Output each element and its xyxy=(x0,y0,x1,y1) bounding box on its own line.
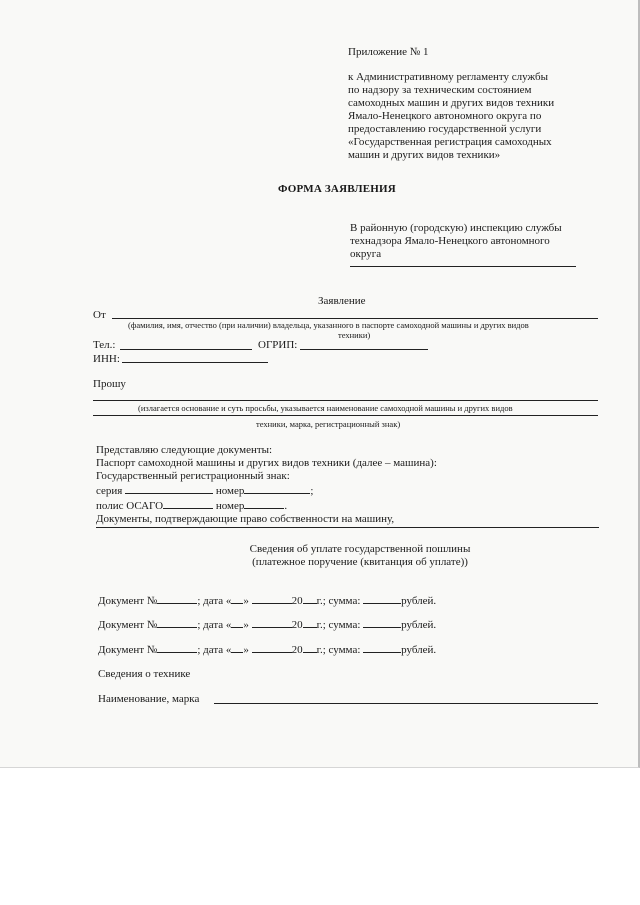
request-field[interactable] xyxy=(93,400,598,401)
year-prefix: 20 xyxy=(291,619,303,631)
number-field[interactable] xyxy=(244,483,310,494)
date-close: » xyxy=(243,595,249,607)
from-field[interactable] xyxy=(112,318,598,319)
osago-label: полис ОСАГО xyxy=(96,500,164,512)
osago-row-period: . xyxy=(284,500,288,512)
doc-number-label: Документ № xyxy=(98,644,158,656)
date-close: » xyxy=(243,619,249,631)
request-field-line-2[interactable] xyxy=(93,415,598,416)
addressee-line: округа xyxy=(350,248,382,260)
statement-heading: Заявление xyxy=(318,295,366,307)
number-label: номер xyxy=(215,485,245,497)
appendix-header xyxy=(348,46,554,162)
osago-row xyxy=(96,498,437,513)
osago-number-label: номер xyxy=(215,500,245,512)
series-field[interactable] xyxy=(125,483,213,494)
day-field[interactable] xyxy=(231,593,243,604)
machinery-heading: Сведения о технике xyxy=(98,668,191,680)
currency-label: рублей. xyxy=(401,644,437,656)
year-suffix: г.; сумма: xyxy=(316,595,361,607)
year-prefix: 20 xyxy=(291,644,303,656)
ogrip-field[interactable] xyxy=(300,349,428,350)
day-field[interactable] xyxy=(231,617,243,628)
documents-ownership: Документы, подтверждающие право собственности на машину, xyxy=(96,513,395,525)
date-close: » xyxy=(243,644,249,656)
series-label: серия xyxy=(96,485,123,497)
appendix-line: Ямало-Ненецкого автономного округа по xyxy=(348,110,542,122)
appendix-number: Приложение № 1 xyxy=(348,46,429,58)
inn-field[interactable] xyxy=(122,362,268,363)
date-label: ; дата « xyxy=(197,595,232,607)
fee-heading-line: Сведения об уплате государственной пошлины xyxy=(249,543,471,555)
addressee-line: технадзора Ямало-Ненецкого автономного xyxy=(350,235,550,247)
form-title: ФОРМА ЗАЯВЛЕНИЯ xyxy=(278,183,396,195)
series-row xyxy=(96,483,437,498)
phone-field[interactable] xyxy=(120,349,252,350)
month-field[interactable] xyxy=(252,593,292,604)
year-field[interactable] xyxy=(303,593,317,604)
payment-row xyxy=(98,593,436,607)
addressee-block xyxy=(350,222,562,261)
from-hint-continued: техники) xyxy=(338,330,371,340)
ogrip-label: ОГРИП: xyxy=(258,339,298,351)
doc-number-field[interactable] xyxy=(157,642,197,653)
from-label: От xyxy=(93,309,106,321)
request-label: Прошу xyxy=(93,378,126,390)
inn-label: ИНН: xyxy=(93,353,120,365)
year-prefix: 20 xyxy=(291,595,303,607)
appendix-line: к Административному регламенту службы xyxy=(348,71,548,83)
date-label: ; дата « xyxy=(197,619,232,631)
documents-reg-sign: Государственный регистрационный знак: xyxy=(96,470,290,482)
addressee-blank-line[interactable] xyxy=(350,266,576,267)
payment-row xyxy=(98,642,436,656)
machinery-name-label: Наименование, марка xyxy=(98,693,200,705)
doc-number-label: Документ № xyxy=(98,619,158,631)
year-field[interactable] xyxy=(303,617,317,628)
doc-number-label: Документ № xyxy=(98,595,158,607)
phone-label: Тел.: xyxy=(93,339,116,351)
osago-field[interactable] xyxy=(163,498,213,509)
currency-label: рублей. xyxy=(401,595,437,607)
documents-intro: Представляю следующие документы: xyxy=(96,444,273,456)
payment-row xyxy=(98,617,436,631)
day-field[interactable] xyxy=(231,642,243,653)
month-field[interactable] xyxy=(252,642,292,653)
fee-heading-line: (платежное поручение (квитанция об уплате)) xyxy=(252,556,468,568)
year-field[interactable] xyxy=(303,642,317,653)
doc-number-field[interactable] xyxy=(157,593,197,604)
addressee-line: В районную (городскую) инспекцию службы xyxy=(350,222,562,234)
month-field[interactable] xyxy=(252,617,292,628)
ownership-field[interactable] xyxy=(96,527,599,528)
appendix-line: по надзору за техническим состоянием xyxy=(348,84,532,96)
series-row-semicolon: ; xyxy=(310,485,314,497)
from-hint: (фамилия, имя, отчество (при наличии) владельца, указанного в паспорте самоходной машины и других видов xyxy=(128,320,529,330)
request-hint: (излагается основание и суть просьбы, указывается наименование самоходной машины и других видов xyxy=(138,403,513,413)
documents-block xyxy=(96,444,437,526)
machinery-name-field[interactable] xyxy=(214,703,598,704)
documents-passport: Паспорт самоходной машины и других видов техники (далее – машина): xyxy=(96,457,437,469)
appendix-line: «Государственная регистрация самоходных xyxy=(348,136,552,148)
year-suffix: г.; сумма: xyxy=(316,644,361,656)
appendix-line: предоставлению государственной услуги xyxy=(348,123,542,135)
year-suffix: г.; сумма: xyxy=(316,619,361,631)
amount-field[interactable] xyxy=(363,593,401,604)
fee-heading xyxy=(0,543,640,569)
currency-label: рублей. xyxy=(401,619,437,631)
date-label: ; дата « xyxy=(197,644,232,656)
appendix-line: самоходных машин и других видов техники xyxy=(348,97,555,109)
doc-number-field[interactable] xyxy=(157,617,197,628)
appendix-line: машин и других видов техники» xyxy=(348,149,501,161)
amount-field[interactable] xyxy=(363,642,401,653)
osago-number-field[interactable] xyxy=(244,498,284,509)
amount-field[interactable] xyxy=(363,617,401,628)
request-hint-continued: техники, марка, регистрационный знак) xyxy=(256,419,401,429)
